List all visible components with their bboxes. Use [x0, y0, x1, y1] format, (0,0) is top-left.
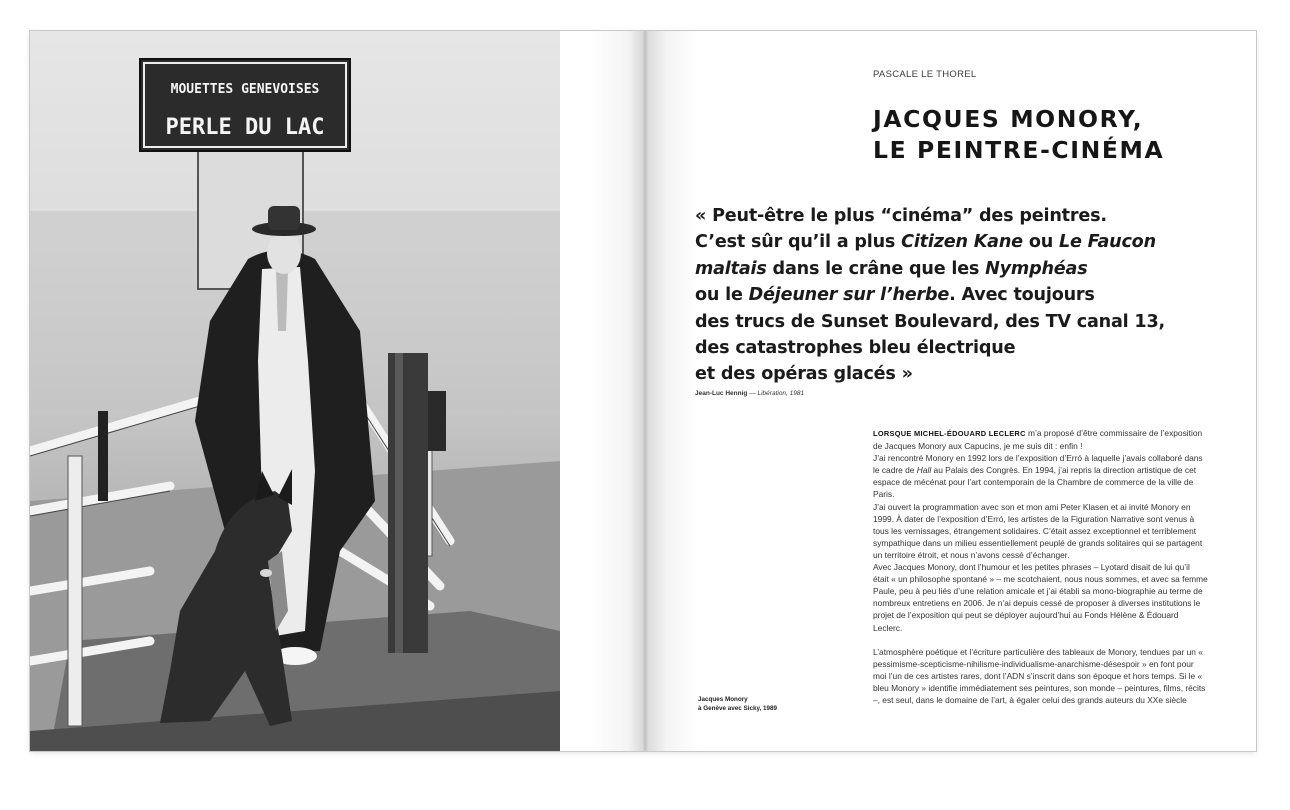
caption-line-1: Jacques Monory	[698, 696, 748, 703]
title-line-2: LE PEINTRE-CINÉMA	[873, 136, 1165, 164]
quote-line: des trucs de Sunset Boulevard, des TV canal 13,	[695, 311, 1165, 332]
lead-in: LORSQUE MICHEL-ÉDOUARD LECLERC	[873, 429, 1026, 438]
magazine-spread	[30, 31, 1256, 751]
quote-line: et des opéras glacés »	[695, 364, 913, 385]
article-title	[873, 104, 1164, 166]
pull-quote	[695, 203, 1195, 388]
sign-main-text: PERLE DU LAC	[165, 115, 325, 140]
left-page	[30, 31, 643, 751]
article-body	[873, 427, 1208, 706]
photo-caption	[698, 696, 777, 713]
quote-line: des catastrophes bleu électrique	[695, 338, 1016, 359]
body-paragraph: L’atmosphère poétique et l’écriture particulière des tableaux de Monory, tendues par un « pessimisme-scepticisme-nihilisme-individualisme-anarchisme-désespoir » en font pour moi l’un de ces artistes rares, dont l’ADN s’inscrit dans son époque et hors temps. Si le « bleu Monory » identifie immédiatement ses peintures, son monde – peintures, films, récits –, est seul, dans le domaine de l’art, à égaler celui des grands auteurs du XXe siècle	[873, 646, 1206, 705]
quote-line: maltais dans le crâne que les Nymphéas	[695, 258, 1088, 279]
right-page	[643, 31, 1256, 751]
title-line-1: JACQUES MONORY,	[873, 105, 1144, 133]
quote-line: « Peut-être le plus “cinéma” des peintres.	[695, 206, 1107, 226]
photo-monory-with-dog	[30, 31, 560, 751]
sign-top-text: MOUETTES GENEVOISES	[170, 82, 320, 97]
author-name: PASCALE LE THOREL	[873, 69, 977, 80]
caption-line-2: à Genève avec Sicky, 1989	[698, 704, 778, 712]
quote-line: C’est sûr qu’il a plus Citizen Kane ou Le Faucon	[695, 232, 1156, 253]
photo-illustration	[30, 31, 560, 751]
quote-attribution: Jean-Luc Hennig — Libération, 1981	[695, 390, 805, 397]
quote-line: ou le Déjeuner sur l’herbe. Avec toujours	[695, 285, 1095, 306]
body-paragraph: LORSQUE MICHEL-ÉDOUARD LECLERC m’a proposé d’être commissaire de l’exposition de Jacques Monory aux Capucins, je me suis dit : enfin ! J’ai rencontré Monory en 1992 lors de l’exposition d’Erró à laquelle j’avais collaboré dans le cadre de Hall au Palais des Congrès. En 1994, j’ai repris la direction artistique de cet espace de mécénat pour l’art contemporain de la Chambre de commerce de la ville de Paris. J’ai ouvert la programmation avec son et mon ami Peter Klasen et ai invité Monory en 1999. À dater de l’exposition d’Erró, les artistes de la Figuration Narrative sont venus à tous les vernissages, étrangement solidaires. C’était assez exceptionnel et terriblement sympathique dans un milieu essentiellement peuplé de grands solitaires qui se partagent un territoire étroit, et nous n’avons cessé d’échanger. Avec Jacques Monory, dont l’humour et les petites phrases – Lyotard disait de lui qu’il était « un philosophe spontané » – me scotchaient, nous nous sommes, et avec sa femme Paule, peu à peu liés d’une relation amicale et j’ai établi sa mono-biographie au terme de nombreux entretiens en 2006. Je n’ai depuis cessé de proposer à diverses institutions le projet de l’exposition qui peut se déployer aujourd’hui au Fonds Hélène & Édouard Leclerc.	[873, 428, 1208, 633]
